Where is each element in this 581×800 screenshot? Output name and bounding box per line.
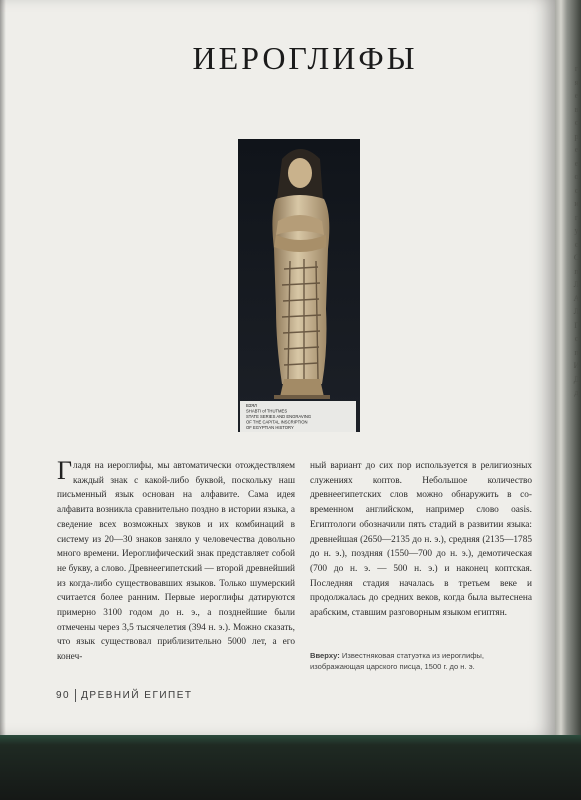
plaque-line-1: ВЗЯЛ <box>246 403 257 408</box>
edge-letter: и <box>574 199 579 208</box>
plaque-line-4: OF THE CAPITAL INSCRIPTION <box>246 419 308 425</box>
edge-letter: с <box>574 334 579 343</box>
edge-letter: Л <box>573 307 580 316</box>
body-text-right: ный вариант до сих пор используется в религиозных служениях коптов. Небольшое количество древнеегипетских слов можно обнаружить в современном английском, например слово oasis. Египтологи обозначили пять стадий в развитии языка: древнейшая (2650—2135 до н. э.), средняя (2135—1785 до н. э.), поздняя (1550—700 до н. э.), демотическая (700 до н. э. — 500 н. э.) и наконец коптская. Последняя стадия началась в третьем веке и продолжалась до средних веков, когда была вытеснена арабским, ставшим разговорным языком египтян. <box>310 461 532 619</box>
edge-letter: с <box>574 239 579 249</box>
edge-letter: о <box>574 172 579 181</box>
edge-letter: Д <box>573 374 580 384</box>
edge-letter: у <box>574 226 579 235</box>
edge-letter: С <box>573 253 580 262</box>
edge-letter: е <box>574 158 579 168</box>
edge-letter: я <box>574 77 579 87</box>
edge-letter: е <box>574 145 579 154</box>
edge-letter: в <box>574 104 579 114</box>
drop-cap: Г <box>57 456 73 485</box>
body-text-left-column <box>57 456 295 665</box>
page-left-shadow <box>0 0 6 735</box>
book-cover-edge <box>0 735 581 800</box>
running-section-title: ДРЕВНИЙ ЕГИПЕТ <box>81 690 193 701</box>
page-title: ИЕРОГЛИФЫ <box>192 40 418 76</box>
edge-letter: А <box>573 293 580 303</box>
plaque-line-5: OF EGYPTIAN HISTORY <box>246 425 294 430</box>
edge-letter: с <box>574 185 579 195</box>
edge-letter: Г <box>574 320 579 330</box>
edge-letter: п <box>574 347 579 357</box>
page-number: 90 <box>56 690 71 701</box>
edge-letter: Л <box>573 280 580 289</box>
edge-letter: г <box>574 212 579 222</box>
edge-letter: п <box>574 266 579 276</box>
next-page-edge-text <box>572 62 581 400</box>
plaque-line-2: SHABTI of THUTMES <box>246 408 288 414</box>
plaque-line-3: STATE SERIES AND ENGRAVING <box>246 414 312 419</box>
photo-caption <box>310 650 532 672</box>
edge-letter: д <box>574 388 579 397</box>
body-text-right-column <box>310 459 532 621</box>
shabti-figure-illustration <box>238 139 360 432</box>
edge-letter: р <box>574 131 579 141</box>
edge-letter: г <box>574 64 579 73</box>
statue-photo <box>238 139 360 432</box>
edge-letter: с <box>574 118 579 127</box>
body-text-left: ладя на иероглифы, мы автоматически отождествляем каждый знак с какой-либо буквой, поскольку наш письменный язык основан на алфавите. Сама идея алфавита возникла сравнительно поздно в истории языка, а сведение всех возможных звуков и их комбинаций в систему из 20—30 знаков заняло у человечества довольно много времени. Иероглифический знак представляет собой не букву, а слово. Древнеегипетский — второй древнейший из когда-либо существовавших языков. Только шумерский считается более ранним. Первые иероглифы датируются примерно 3100 годом до н. э., а позднейшие были отмечены через 3,5 тысячелетия (394 н. э.). Можно сказать, что язык существовал приблизительно 5000 лет, а его конеч- <box>57 461 295 663</box>
caption-label: Вверху: <box>310 651 340 660</box>
caption-text: Известняковая статуэтка из иероглифы, изображающая царского писца, 1500 г. до н. э. <box>310 651 485 671</box>
footer-divider <box>75 689 76 702</box>
page-footer <box>56 689 193 702</box>
edge-letter: е <box>574 91 579 100</box>
edge-letter: И <box>573 361 580 370</box>
